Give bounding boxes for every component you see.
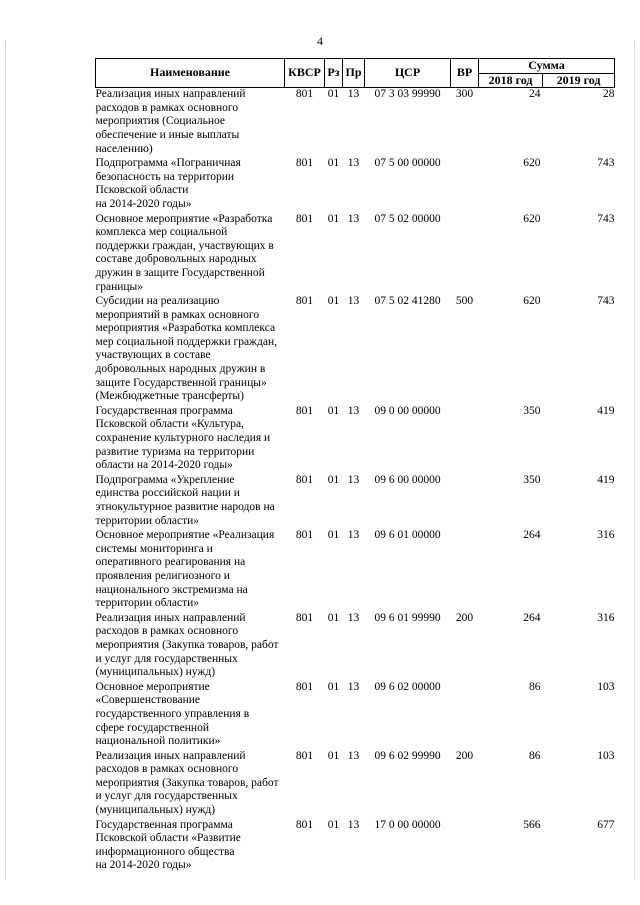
row-vr: 500 [455,295,474,308]
row-amount-2018: 86 [529,680,541,693]
row-kvsr: 801 [295,157,314,170]
row-kvsr: 801 [295,611,314,624]
row-vr [451,681,479,750]
table-row [96,213,615,296]
row-name: Государственная программа Псковской области «Культура, сохранение культурного наследия и развитие туризма на территории области на 2014-2020 годы» [95,404,271,472]
row-csr: 07 5 00 00000 [374,157,441,170]
row-kvsr: 801 [295,818,314,831]
header-name: Наименование [96,59,285,88]
row-amount-2019: 316 [597,611,615,624]
table-body [96,88,615,874]
row-pr: 13 [347,295,360,308]
row-vr: 300 [455,88,474,101]
row-name: Реализация иных направлений расходов в рамках основного мероприятия (Закупка товаров, работ и услуг для государственных (муниципальных) нужд) [95,611,279,679]
row-vr [451,529,479,612]
row-name: Реализация иных направлений расходов в рамках основного мероприятия (Закупка товаров, работ и услуг для государственных (муниципальных) нужд) [95,749,279,817]
row-amount-2019: 743 [597,295,615,308]
row-amount-2018: 24 [529,88,541,101]
row-vr [451,213,479,296]
row-name: Подпрограмма «Укрепление единства российской нации и этнокультурное развитие народов на территории области» [95,473,275,527]
row-amount-2018: 264 [523,611,541,624]
row-csr: 09 6 00 00000 [374,473,441,486]
left-margin-scan-line [5,40,7,880]
table-row [96,750,615,819]
row-amount-2019: 316 [597,529,615,542]
row-csr: 09 6 01 99990 [374,611,441,624]
row-name: Подпрограмма «Пограничная безопасность на территории Псковской области на 2014-2020 годы» [95,157,241,210]
table-row [96,88,615,157]
table-row [96,819,615,874]
row-name: Субсидии на реализацию мероприятий в рамках основного мероприятия «Разработка комплекса мер социальной поддержки граждан, участвующих в составе добровольных народных дружин в защите Государственной границы» (Межбюджетные трансферты) [95,295,277,403]
table-row [96,474,615,529]
budget-table [95,58,615,874]
row-kvsr: 801 [295,749,314,762]
row-pr: 13 [347,88,360,101]
row-csr: 07 3 03 99990 [374,88,441,101]
header-csr: ЦСР [365,59,451,88]
row-rz: 01 [327,157,340,170]
row-csr: 17 0 00 00000 [374,818,441,831]
row-csr: 07 5 02 41280 [374,295,441,308]
row-amount-2019: 743 [597,212,615,225]
row-vr [451,819,479,874]
row-csr: 07 5 02 00000 [374,212,441,225]
row-csr: 09 6 02 00000 [374,680,441,693]
row-rz: 01 [327,680,340,693]
row-amount-2019: 419 [597,473,615,486]
table-row [96,681,615,750]
row-rz: 01 [327,404,340,417]
row-name: Основное мероприятие «Разработка комплекса мер социальной поддержки граждан, участвующих в составе добровольных народных дружин в защите Государственной границы» [95,212,274,293]
row-name: Государственная программа Псковской области «Развитие информационного общества на 2014-2020 годы» [95,818,241,872]
row-amount-2018: 86 [529,749,541,762]
row-vr [451,474,479,529]
row-pr: 13 [347,157,360,170]
row-rz: 01 [327,529,340,542]
row-amount-2018: 264 [523,529,541,542]
row-kvsr: 801 [295,212,314,225]
row-rz: 01 [327,295,340,308]
table-header [96,59,615,88]
row-rz: 01 [327,611,340,624]
row-amount-2019: 743 [597,157,615,170]
row-kvsr: 801 [295,88,314,101]
row-pr: 13 [347,611,360,624]
row-rz: 01 [327,212,340,225]
page-number: 4 [317,34,323,48]
row-pr: 13 [347,680,360,693]
row-amount-2019: 28 [603,88,615,101]
row-pr: 13 [347,529,360,542]
row-rz: 01 [327,473,340,486]
header-vr: ВР [451,59,479,88]
row-kvsr: 801 [295,404,314,417]
row-csr: 09 6 01 00000 [374,529,441,542]
row-pr: 13 [347,473,360,486]
row-amount-2018: 566 [523,818,541,831]
row-rz: 01 [327,818,340,831]
header-year-2018: 2018 год [479,73,543,88]
row-rz: 01 [327,88,340,101]
row-pr: 13 [347,749,360,762]
row-amount-2019: 677 [597,818,615,831]
row-amount-2019: 103 [597,749,615,762]
row-csr: 09 6 02 99990 [374,749,441,762]
row-vr [451,405,479,474]
row-kvsr: 801 [295,529,314,542]
header-pr: Пр [343,59,365,88]
row-vr [451,157,479,212]
table-row [96,157,615,212]
row-amount-2018: 620 [523,212,541,225]
row-amount-2018: 350 [523,404,541,417]
row-name: Основное мероприятие «Реализация системы мониторинга и оперативного реагирования на проявления религиозного и национального экстремизма на территории области» [95,529,275,610]
row-vr: 200 [455,611,474,624]
row-amount-2018: 620 [523,157,541,170]
table-row [96,405,615,474]
row-name: Реализация иных направлений расходов в рамках основного мероприятия (Социальное обеспечение и иные выплаты населению) [95,88,246,155]
header-year-2019: 2019 год [543,73,615,88]
row-name: Основное мероприятие «Совершенствование государственного управления в сфере государственной национальной политики» [95,680,250,748]
header-sum: Сумма [479,59,615,74]
right-margin-scan-line [634,40,636,880]
header-rz: Рз [325,59,343,88]
row-amount-2018: 620 [523,295,541,308]
row-pr: 13 [347,818,360,831]
table-row [96,295,615,405]
row-csr: 09 0 00 00000 [374,404,441,417]
header-kvsr: КВСР [285,59,325,88]
row-kvsr: 801 [295,473,314,486]
row-amount-2018: 350 [523,473,541,486]
row-vr: 200 [455,749,474,762]
row-amount-2019: 103 [597,680,615,693]
row-pr: 13 [347,212,360,225]
row-rz: 01 [327,749,340,762]
table-row [96,612,615,681]
row-kvsr: 801 [295,680,314,693]
row-pr: 13 [347,404,360,417]
table-row [96,529,615,612]
row-kvsr: 801 [295,295,314,308]
row-amount-2019: 419 [597,404,615,417]
